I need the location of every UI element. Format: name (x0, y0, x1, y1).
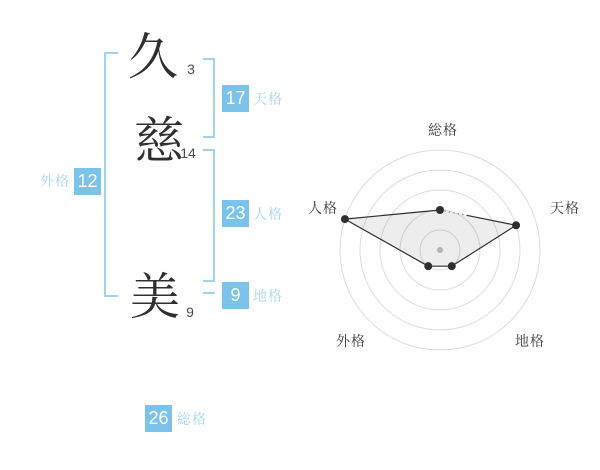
radar-data-point (341, 215, 349, 223)
tenkaku-value-badge: 17 (222, 85, 249, 112)
gaikaku-bracket (104, 52, 118, 297)
name-character-3: 美 (130, 269, 180, 325)
chikaku-value-badge: 9 (222, 282, 249, 309)
radar-chart (330, 140, 550, 360)
radar-axis-label-chikaku: 地格 (515, 333, 545, 349)
chikaku-label: 地格 (253, 288, 283, 304)
radar-data-point (436, 206, 444, 214)
soukaku-label: 総格 (177, 411, 207, 427)
radar-series-area (345, 210, 516, 266)
radar-axis-label-soukaku: 総格 (428, 122, 458, 138)
radar-data-point (512, 221, 520, 229)
stroke-count-1: 3 (187, 61, 195, 77)
jinkaku-bracket (203, 149, 215, 282)
chikaku-dash-mark (203, 292, 215, 294)
radar-axis-label-gaikaku: 外格 (336, 333, 366, 349)
tenkaku-bracket (203, 58, 215, 138)
gaikaku-value-badge: 12 (74, 168, 101, 195)
jinkaku-label: 人格 (253, 206, 283, 222)
jinkaku-value-badge: 23 (222, 200, 249, 227)
stroke-count-2: 14 (180, 145, 196, 161)
name-character-2: 慈 (134, 113, 184, 169)
soukaku-value-badge: 26 (145, 405, 172, 432)
stroke-count-3: 9 (186, 304, 194, 320)
radar-axis-label-tenkaku: 天格 (550, 200, 580, 216)
radar-data-point (448, 262, 456, 270)
radar-data-point (424, 262, 432, 270)
gaikaku-label: 外格 (40, 173, 70, 189)
name-character-1: 久 (128, 29, 178, 85)
radar-axis-label-jinkaku: 人格 (308, 200, 338, 216)
tenkaku-label: 天格 (253, 91, 283, 107)
